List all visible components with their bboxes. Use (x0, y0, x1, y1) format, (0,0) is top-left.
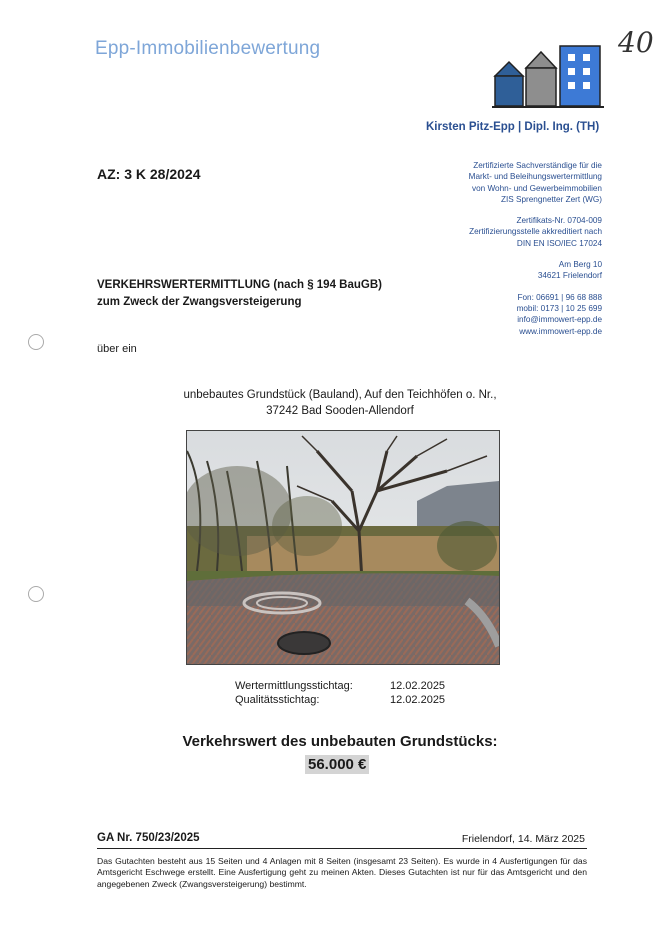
footer-divider (97, 848, 587, 849)
intro-text: über ein (97, 343, 137, 355)
place-and-date: Frielendorf, 14. März 2025 (461, 833, 585, 845)
dates-block (235, 679, 445, 707)
valuation-date-value: 12.02.2025 (390, 680, 446, 692)
quality-date-value: 12.02.2025 (390, 694, 446, 706)
phone: Fon: 06691 | 96 68 888 (517, 292, 602, 302)
property-line-1: unbebautes Grundstück (Bauland), Auf den Teichhöfen o. Nr., (183, 389, 497, 401)
cert-line: Zertifizierungsstelle akkreditiert nach (469, 227, 602, 237)
cert-line: von Wohn- und Gewerbeimmobilien (471, 183, 602, 193)
certification-block (382, 160, 602, 337)
office-city: 34621 Frielendorf (537, 271, 602, 281)
property-photo (186, 430, 500, 665)
punch-hole-mark (28, 334, 44, 350)
market-value-title: Verkehrswert des unbebauten Grundstücks: (182, 733, 498, 750)
punch-hole-mark (28, 586, 44, 602)
quality-date-row (235, 693, 445, 707)
cert-number: Zertifikats-Nr. 0704-009 (516, 216, 602, 226)
cert-line: Zertifizierte Sachverständige für die (473, 161, 602, 170)
website-link[interactable]: www.immowert-epp.de (519, 326, 602, 336)
report-note: Das Gutachten besteht aus 15 Seiten und 4 Anlagen mit 8 Seiten (insgesamt 23 Seiten). Es wurde in 4 Ausfertigungen für das Amtsgericht Eschwege erstellt. Eine Ausfertigung geht zu meinen Akten. Dieses Gutachten ist nur für das Amtsgericht und den angegebenen Zweck (Zwangsversteigerung) bestimmt. (97, 856, 587, 889)
valuation-date-row (235, 679, 445, 693)
property-photo-image (187, 431, 499, 664)
report-title: VERKEHRSWERTERMITTLUNG (nach § 194 BauGB) (97, 279, 382, 291)
brand-title: Epp-Immobilienbewertung (95, 38, 321, 59)
cert-line: DIN EN ISO/IEC 17024 (516, 238, 602, 248)
logo-house-blue (495, 62, 523, 106)
house-logo (492, 44, 604, 110)
valuation-date-label: Wertermittlungsstichtag: (235, 680, 353, 692)
property-address (120, 387, 560, 419)
cert-line: Markt- und Beleihungswertermittlung (468, 172, 602, 182)
case-number: AZ: 3 K 28/2024 (97, 166, 201, 182)
handwritten-page-number: 40 (618, 26, 654, 59)
email-link[interactable]: info@immowert-epp.de (517, 315, 602, 325)
mobile: mobil: 0173 | 10 25 699 (516, 303, 602, 313)
property-line-2: 37242 Bad Sooden-Allendorf (266, 405, 414, 417)
quality-date-label: Qualitätsstichtag: (235, 694, 320, 706)
logo-building-blue (560, 46, 600, 106)
office-street: Am Berg 10 (558, 260, 602, 270)
author-name: Kirsten Pitz-Epp | Dipl. Ing. (TH) (426, 121, 600, 133)
logo-house-gray (526, 52, 556, 106)
report-number: GA Nr. 750/23/2025 (97, 832, 200, 844)
cert-line: ZIS Sprengnetter Zert (WG) (500, 194, 602, 204)
report-purpose: zum Zweck der Zwangsversteigerung (97, 296, 302, 308)
market-value-amount: 56.000 € (305, 755, 369, 774)
